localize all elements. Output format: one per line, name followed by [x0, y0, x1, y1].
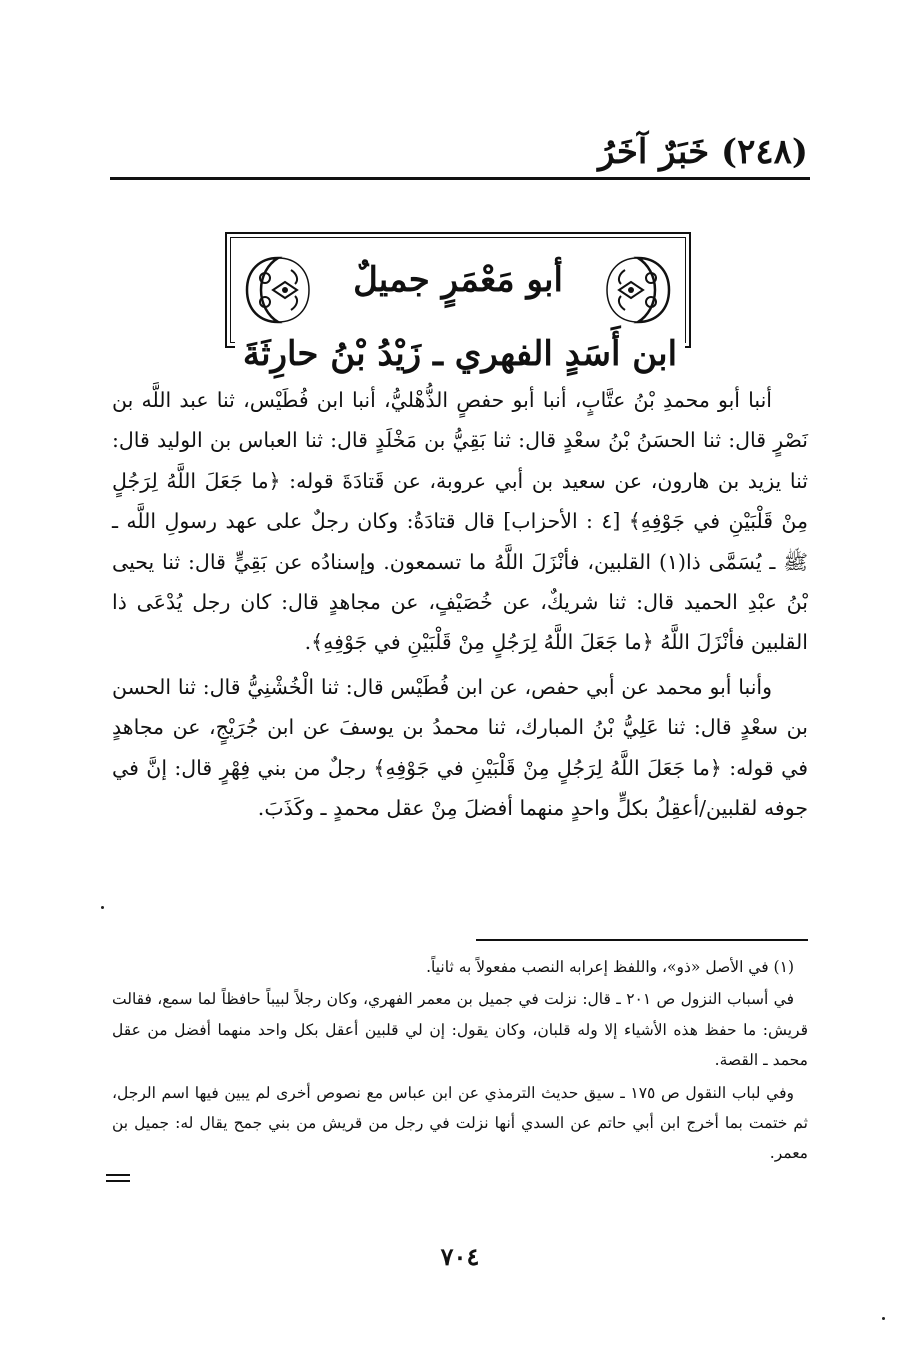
chapter-title-line1: أبو مَعْمَرٍ جميلٌ: [353, 260, 563, 300]
running-title: (٢٤٨) خَبَرٌ آخَرُ: [598, 132, 808, 172]
double-dash-icon: [106, 1174, 130, 1182]
scroll-ornament-icon: [595, 248, 681, 332]
scan-speck: [882, 1317, 885, 1320]
body-paragraph: وأنبا أبو محمد عن أبي حفص، عن ابن فُطَيْس قال: ثنا الْخُشْنِيُّ قال: ثنا الحسن بن سعْدٍ قال: ثنا عَلِيُّ بْنُ المبارك، ثنا محمدُ بن يوسفَ عن ابن جُرَيْجٍ، عن مجاهدٍ في قوله: ﴿ما جَعَلَ اللَّهُ لِرَجُلٍ مِنْ قَلْبَيْنِ في جَوْفِهِ﴾ رجلٌ من بني فِهْرٍ قال: إنَّ في جوفه لقلبين/أعقِلُ بكلٍّ واحدٍ منهما أفضلَ مِنْ عقل محمدٍ ـ وكَذَبَ.: [112, 674, 808, 821]
chapter-title-box: [225, 232, 691, 348]
page-number: ٧٠٤: [440, 1242, 480, 1271]
body-paragraph: أنبا أبو محمدِ بْنُ عتَّابٍ، أنبا أبو حفصٍ الذُّهْليُّ، أنبا ابن فُطَيْس، ثنا عبد اللَّه بن نَصْرٍ قال: ثنا الحسَنُ بْنُ سعْدٍ قال: ثنا بَقِيُّ بن مَخْلَدٍ قال: ثنا العباس بن الوليد قال: ثنا يزيد بن هارون، عن سعيد بن أبي عروبة، عن قَتادَةَ قوله: ﴿ما جَعَلَ اللَّهُ لِرَجُلٍ مِنْ قَلْبَيْنِ في جَوْفِهِ﴾ [٤ : الأحزاب] قال قتادَةُ: وكان رجلٌ على عهد رسولِ اللَّه ـ ﷺ ـ يُسَمَّى ذا(١) القلبين، فأنْزَلَ اللَّهُ ما تسمعون. وإسنادُه عن بَقِيٍّ قال: ثنا يحيى بْنُ عبْدِ الحميد قال: ثنا شريكٌ، عن خُصَيْفٍ، عن مجاهدٍ قال: كان رجل يُدْعَى ذا القلبين فأنْزَلَ اللَّهُ ﴿ما جَعَلَ اللَّهُ لِرَجُلٍ مِنْ قَلْبَيْنِ في جَوْفِهِ﴾.: [112, 388, 808, 655]
footnote-item: وفي لباب النقول ص ١٧٥ ـ سيق حديث الترمذي عن ابن عباس مع نصوص أخرى لم يبين فيها اسم الرجل، ثم ختمت بما أخرج ابن أبي حاتم عن السدي أنها نزلت في رجل من قريش من بني جمح يقال له: جميل بن معمر.: [112, 1083, 808, 1163]
header-rule: [110, 177, 810, 180]
scroll-ornament-icon: [235, 248, 321, 332]
footnote-item: في أسباب النزول ص ٢٠١ ـ قال: نزلت في جميل بن معمر الفهري، وكان رجلاً لبيباً حافظاً لما سمع، فقالت قريش: ما حفظ هذه الأشياء إلا وله قلبان، وكان يقول: إن لي قلبين أعقل بكل واحد منهما أفضل من عقل محمد ـ القصة.: [112, 990, 808, 1070]
footnote-separator: [476, 939, 808, 941]
scan-speck: [101, 906, 104, 909]
main-text: [112, 380, 808, 828]
footnotes: [112, 952, 808, 1169]
chapter-title-line2: ابن أَسَدٍ الفهري ـ زَيْدُ بْنُ حارِثَةَ: [235, 334, 685, 374]
footnote-item: (١) في الأصل «ذو»، واللفظ إعرابه النصب مفعولاً به ثانياً.: [426, 958, 794, 976]
